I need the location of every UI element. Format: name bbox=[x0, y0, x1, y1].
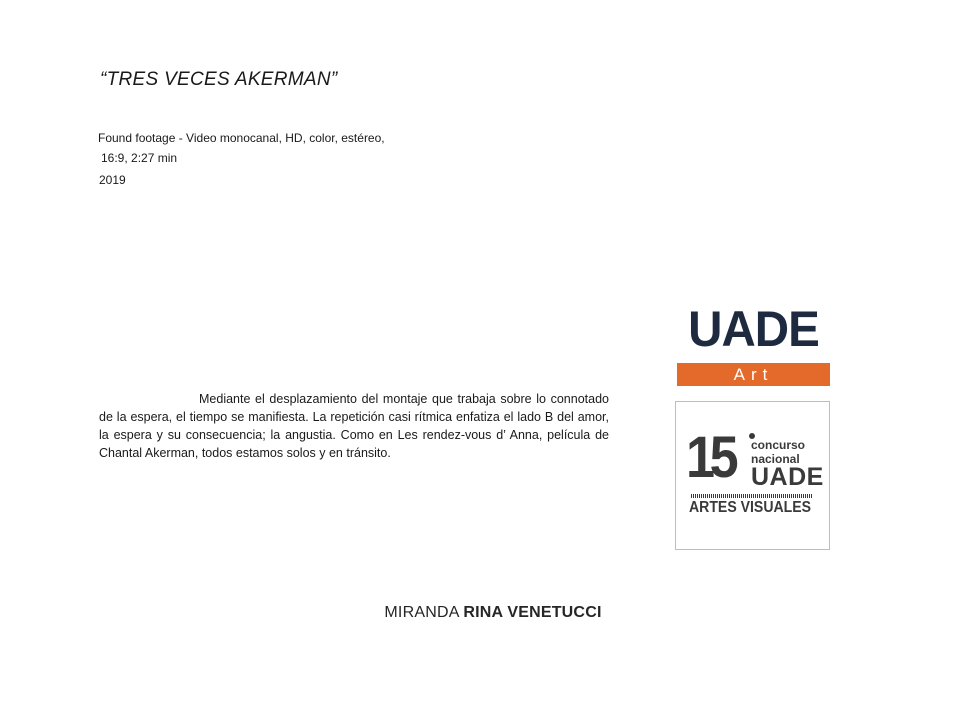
artist-surname: RINA VENETUCCI bbox=[463, 604, 602, 621]
concurso-line-uade: UADE bbox=[751, 463, 824, 491]
concurso-number: 15 bbox=[686, 425, 734, 490]
concurso-line-nacional: nacional bbox=[751, 452, 800, 466]
artist-name bbox=[0, 604, 960, 622]
work-description: Mediante el desplazamiento del montaje que trabaja sobre lo connotado de la espera, el tiempo se manifiesta. La repetición casi rítmica enfatiza el lado B del amor, la espera y su consecuencia; la angustia. Como en Les rendez-vous d’ Anna, película de Chantal Akerman, todos estamos solos y en tránsito. bbox=[99, 392, 609, 460]
artist-first-name: MIRANDA bbox=[384, 604, 459, 621]
concurso-nacional-logo bbox=[675, 401, 830, 550]
technical-details: Found footage - Video monocanal, HD, color, estéreo, bbox=[98, 131, 385, 145]
technical-format: 16:9, 2:27 min bbox=[101, 151, 178, 165]
concurso-artes-visuales: ARTES VISUALES bbox=[689, 499, 812, 516]
work-title: “TRES VECES AKERMAN” bbox=[100, 69, 338, 90]
uade-logo-word: UADE bbox=[688, 301, 819, 357]
concurso-line-concurso: concurso bbox=[751, 438, 806, 452]
technical-year: 2019 bbox=[99, 173, 126, 187]
uade-logo-art-bar: Art bbox=[677, 363, 830, 386]
